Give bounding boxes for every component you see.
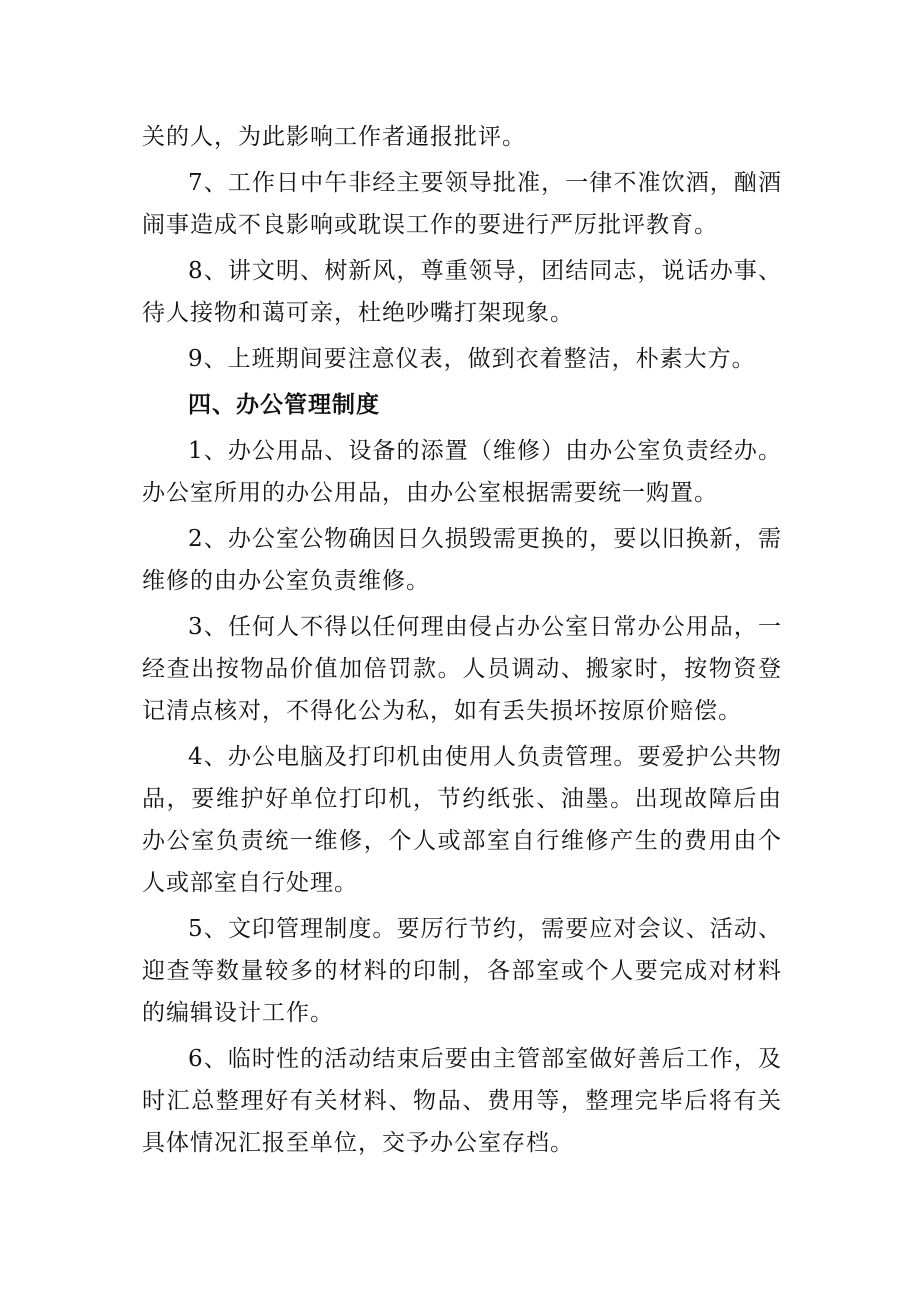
office-rule-5: 5、文印管理制度。要厉行节约，需要应对会议、活动、迎查等数量较多的材料的印制，各部室或个人要完成对材料的编辑设计工作。 <box>142 916 782 1026</box>
office-rule-3: 3、任何人不得以任何理由侵占办公室日常办公用品，一经查出按物品价值加倍罚款。人员调动、搬家时，按物资登记清点核对，不得化公为私，如有丢失损坏按原价赔偿。 <box>142 614 782 724</box>
rule-item-9: 9、上班期间要注意仪表，做到衣着整洁，朴素大方。 <box>188 346 756 372</box>
office-rule-6: 6、临时性的活动结束后要由主管部室做好善后工作，及时汇总整理好有关材料、物品、费用等，整理完毕后将有关具体情况汇报至单位，交予办公室存档。 <box>142 1046 782 1156</box>
section-heading-office-management: 四、办公管理制度 <box>188 391 380 418</box>
office-rule-4: 4、办公电脑及打印机由使用人负责管理。要爱护公共物品，要维护好单位打印机，节约纸张、油墨。出现故障后由办公室负责统一维修，个人或部室自行维修产生的费用由个人或部室自行处理。 <box>142 744 782 896</box>
rule-item-7: 7、工作日中午非经主要领导批准，一律不准饮酒，酗酒闹事造成不良影响或耽误工作的要进行严厉批评教育。 <box>142 170 782 238</box>
document-page <box>142 116 782 1168</box>
paragraph-continuation: 关的人，为此影响工作者通报批评。 <box>142 124 526 150</box>
office-rule-2: 2、办公室公物确因日久损毁需更换的，要以旧换新，需维修的由办公室负责维修。 <box>142 526 782 594</box>
office-rule-1: 1、办公用品、设备的添置（维修）由办公室负责经办。办公室所用的办公用品，由办公室根据需要统一购置。 <box>142 438 782 506</box>
rule-item-8: 8、讲文明、树新风，尊重领导，团结同志，说话办事、待人接物和蔼可亲，杜绝吵嘴打架现象。 <box>142 258 782 326</box>
